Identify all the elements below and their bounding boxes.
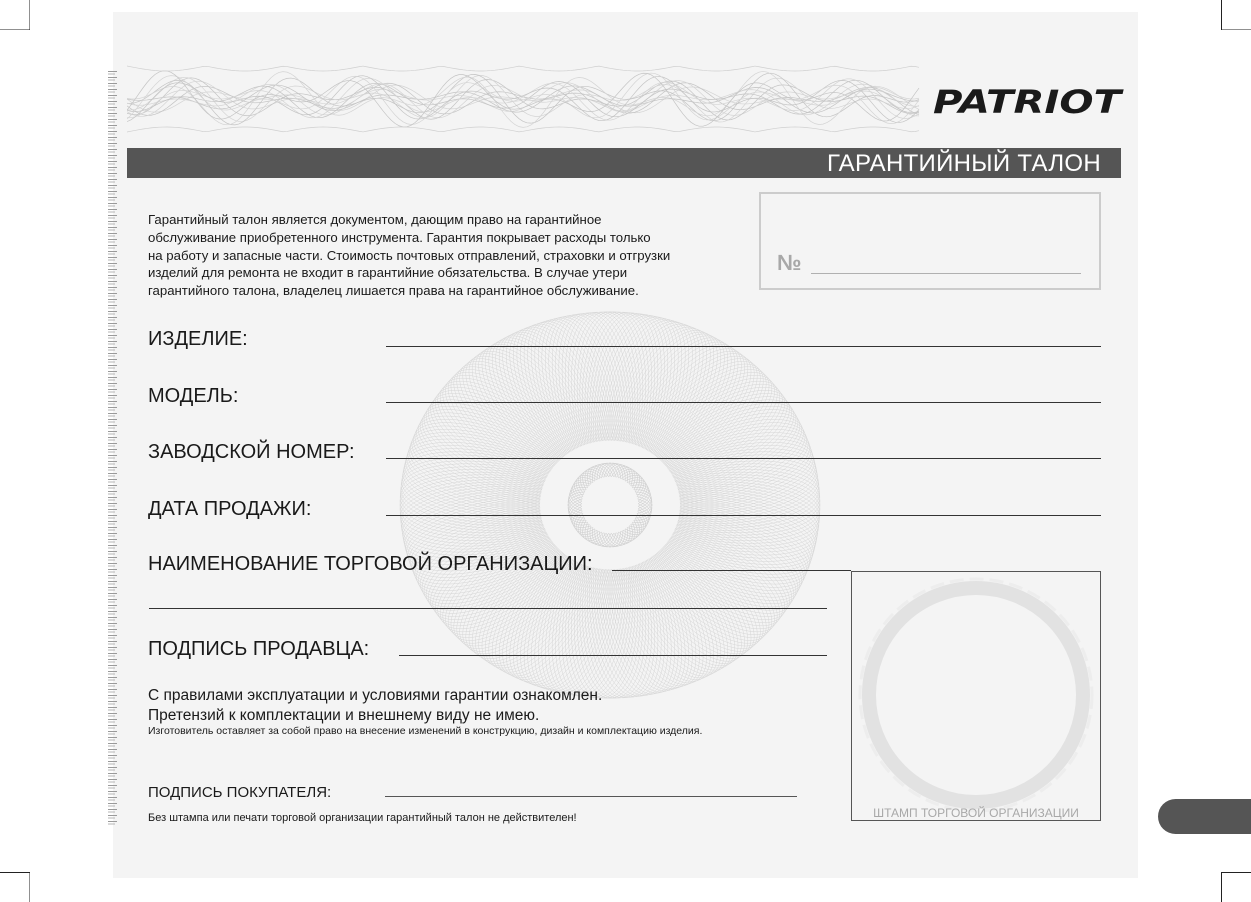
agreement-line-1: С правилами эксплуатации и условиями гарантии ознакомлен. <box>148 687 603 704</box>
buyer-signature-field[interactable] <box>385 796 797 797</box>
validity-note: Без штампа или печати торговой организации гарантийный талон не действителен! <box>148 812 577 824</box>
crop-mark-top-left <box>0 0 30 30</box>
manufacturer-note: Изготовитель оставляет за собой право на внесение изменений в конструкцию, дизайн и комплектацию изделия. <box>148 725 703 737</box>
buyer-signature-label: ПОДПИСЬ ПОКУПАТЕЛЯ: <box>148 784 332 801</box>
sale-date-label: ДАТА ПРОДАЖИ: <box>148 498 312 520</box>
organization-label: НАИМЕНОВАНИЕ ТОРГОВОЙ ОРГАНИЗАЦИИ: <box>148 553 593 575</box>
warranty-number-field[interactable] <box>811 273 1081 274</box>
product-field[interactable] <box>386 346 1101 347</box>
intro-line: гарантийного талона, владелец лишается права на гарантийное обслуживание. <box>148 283 639 299</box>
intro-line: Гарантийный талон является документом, дающим право на гарантийное <box>148 212 602 227</box>
page-number-tab <box>1158 799 1251 834</box>
agreement-line-2: Претензий к комплектации и внешнему виду не имею. <box>148 707 540 724</box>
seller-signature-field[interactable] <box>399 655 827 656</box>
guilloche-ornament-band <box>127 60 920 138</box>
organization-field[interactable] <box>612 570 851 571</box>
stamp-box[interactable] <box>851 571 1101 821</box>
page-title: ГАРАНТИЙНЫЙ ТАЛОН <box>826 150 1101 177</box>
serial-number-field[interactable] <box>386 458 1101 459</box>
intro-line: изделий для ремонта не входит в гарантийние обязательства. В случае утери <box>148 265 628 281</box>
intro-line: на работу и запасные части. Стоимость почтовых отправлений, страховки и отгрузки <box>148 247 671 263</box>
model-field[interactable] <box>386 402 1101 403</box>
crop-mark-bottom-left <box>0 872 30 902</box>
security-microtext-strip <box>107 70 119 825</box>
stamp-label: ШТАМП ТОРГОВОЙ ОРГАНИЗАЦИИ <box>873 806 1079 820</box>
patriot-logo <box>930 82 1124 120</box>
svg-text:PATRIOT: PATRIOT <box>933 83 1124 120</box>
guilloche-rosette-background <box>340 290 880 730</box>
sale-date-field[interactable] <box>386 515 1101 516</box>
warranty-number-box <box>759 192 1101 290</box>
model-label: МОДЕЛЬ: <box>148 385 239 407</box>
product-label: ИЗДЕЛИЕ: <box>148 328 248 350</box>
crop-mark-bottom-right <box>1221 872 1251 902</box>
title-bar <box>127 148 1121 178</box>
number-sign: № <box>777 250 802 275</box>
stamp-placeholder-circle <box>852 572 1100 820</box>
crop-mark-top-right <box>1221 0 1251 30</box>
seller-signature-label: ПОДПИСЬ ПРОДАВЦА: <box>148 638 370 660</box>
intro-paragraph <box>148 211 738 300</box>
serial-number-label: ЗАВОДСКОЙ НОМЕР: <box>148 441 355 463</box>
organization-field-second-line[interactable] <box>149 608 827 609</box>
intro-line: обслуживание приобретенного инструмента. Гарантия покрывает расходы только <box>148 229 651 245</box>
